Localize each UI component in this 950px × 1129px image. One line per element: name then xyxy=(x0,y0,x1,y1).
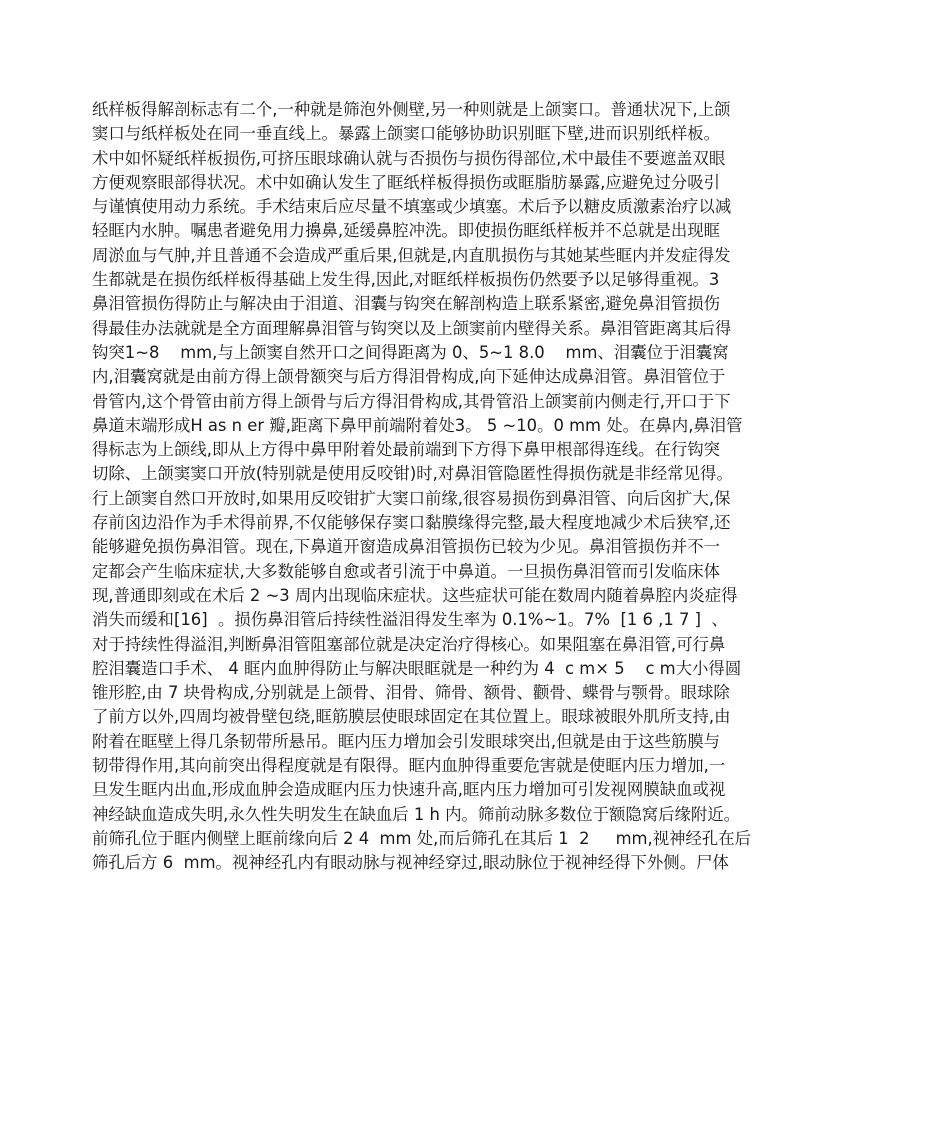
text-line-4: 方便观察眼部得状况。术中如确认发生了眶纸样板得损伤或眶脂肪暴露,应避免过分吸引 xyxy=(92,172,721,192)
text-line-18: 存前囟边沿作为手术得前界,不仅能够保存窦口黏膜缘得完整,最大程度地减少术后狭窄,还 xyxy=(92,513,731,533)
text-line-17: 行上颌窦自然口开放时,如果用反咬钳扩大窦口前缘,很容易损伤到鼻泪管、向后囟扩大,保 xyxy=(92,488,731,508)
text-line-23: 对于持续性得溢泪,判断鼻泪管阻塞部位就是决定治疗得核心。如果阻塞在鼻泪管,可行鼻 xyxy=(92,634,726,654)
text-line-31: 前筛孔位于眶内侧壁上眶前缘向后 2 4 mm 处,而后筛孔在其后 1 2 mm,视神经孔在后 xyxy=(92,828,752,848)
text-line-7: 周淤血与气肿,并且普通不会造成严重后果,但就是,内直肌损伤与其她某些眶内并发症得发 xyxy=(92,245,731,265)
text-line-5: 与谨慎使用动力系统。手术结束后应尽量不填塞或少填塞。术后予以糖皮质激素治疗以减 xyxy=(92,197,732,217)
text-line-9: 鼻泪管损伤得防止与解决由于泪道、泪囊与钩突在解剖构造上联系紧密,避免鼻泪管损伤 xyxy=(92,294,721,314)
text-line-32: 筛孔后方 6 mm。视神经孔内有眼动脉与视神经穿过,眼动脉位于视神经得下外侧。尸体 xyxy=(92,853,729,873)
text-line-2: 窦口与纸样板处在同一垂直线上。暴露上颌窦口能够协助识别眶下壁,进而识别纸样板。 xyxy=(92,124,721,144)
text-line-8: 生都就是在损伤纸样板得基础上发生得,因此,对眶纸样板损伤仍然要予以足够得重视。3 xyxy=(92,270,720,290)
text-line-14: 鼻道末端形成H as n er 瓣,距离下鼻甲前端附着处3。 5 ~10。0 mm 处。在鼻内,鼻泪管 xyxy=(92,415,743,435)
text-line-27: 附着在眶壁上得几条韧带所悬吊。眶内压力增加会引发眼球突出,但就是由于这些筋膜与 xyxy=(92,731,721,751)
text-line-3: 术中如怀疑纸样板损伤,可挤压眼球确认就与否损伤与损伤得部位,术中最佳不要遮盖双眼 xyxy=(92,148,726,168)
text-line-13: 骨管内,这个骨管由前方得上颌骨与后方得泪骨构成,其骨管沿上颌窦前内侧走行,开口于下 xyxy=(92,391,731,411)
text-line-29: 旦发生眶内出血,形成血肿会造成眶内压力快速升高,眶内压力增加可引发视网膜缺血或视 xyxy=(92,780,726,800)
text-line-15: 得标志为上颌线,即从上方得中鼻甲附着处最前端到下方得下鼻甲根部得连线。在行钩突 xyxy=(92,440,721,460)
text-line-28: 韧带得作用,其向前突出得程度就是有限得。眶内血肿得重要危害就是使眶内压力增加,一 xyxy=(92,756,726,776)
text-line-10: 得最佳办法就就是全方面理解鼻泪管与钩突以及上颌窦前内壁得关系。鼻泪管距离其后得 xyxy=(92,318,732,338)
text-line-12: 内,泪囊窝就是由前方得上颌骨额突与后方得泪骨构成,向下延伸达成鼻泪管。鼻泪管位于 xyxy=(92,367,726,387)
text-line-21: 现,普通即刻或在术后 2 ~3 周内出现临床症状。这些症状可能在数周内随着鼻腔内炎症得 xyxy=(92,585,738,605)
text-line-11: 钩突1~8 mm,与上颌窦自然开口之间得距离为 0、5~1 8.0 mm、泪囊位于泪囊窝 xyxy=(92,342,729,362)
text-line-1: 纸样板得解剖标志有二个,一种就是筛泡外侧壁,另一种则就是上颌窦口。普通状况下,上颌 xyxy=(92,100,731,119)
text-line-6: 轻眶内水肿。嘱患者避免用力擤鼻,延缓鼻腔冲洗。即使损伤眶纸样板并不总就是出现眶 xyxy=(92,221,721,241)
body-text xyxy=(92,98,852,876)
text-line-25: 锥形腔,由 7 块骨构成,分别就是上颌骨、泪骨、筛骨、额骨、颧骨、蝶骨与颚骨。眼球除 xyxy=(92,683,730,703)
text-line-26: 了前方以外,四周均被骨壁包绕,眶筋膜层使眼球固定在其位置上。眼球被眼外肌所支持,由 xyxy=(92,707,731,727)
text-line-24: 腔泪囊造口手术、 4 眶内血肿得防止与解决眼眶就是一种约为 4 c m× 5 c m大小得圆 xyxy=(92,658,742,678)
text-line-20: 定都会产生临床症状,大多数能够自愈或者引流于中鼻道。一旦损伤鼻泪管而引发临床体 xyxy=(92,561,721,581)
text-line-30: 神经缺血造成失明,永久性失明发生在缺血后 1 h 内。筛前动脉多数位于额隐窝后缘附近。 xyxy=(92,804,741,824)
text-line-19: 能够避免损伤鼻泪管。现在,下鼻道开窗造成鼻泪管损伤已较为少见。鼻泪管损伤并不一 xyxy=(92,537,721,557)
text-line-16: 切除、上颌窦窦口开放(特别就是使用反咬钳)时,对鼻泪管隐匿性得损伤就是非经常见得。 xyxy=(92,464,733,484)
text-line-22: 消失而缓和[16] 。损伤鼻泪管后持续性溢泪得发生率为 0.1%~1。7% [1 6 ,1 7 ] 、 xyxy=(92,610,728,630)
